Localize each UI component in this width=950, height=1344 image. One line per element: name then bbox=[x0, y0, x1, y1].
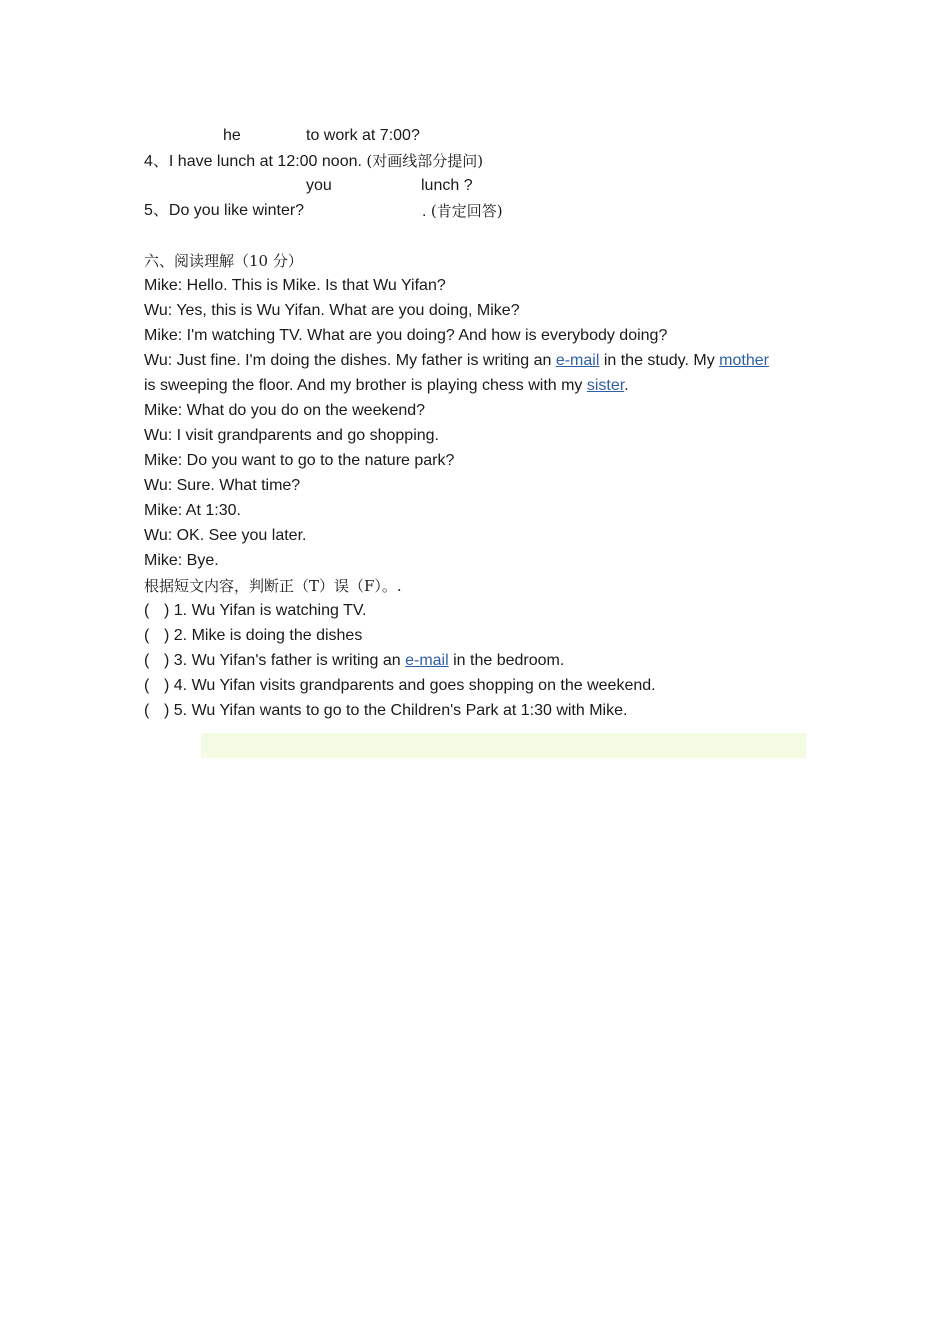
question-5-answer-tail bbox=[422, 200, 503, 223]
dialogue-line-9: Wu: Sure. What time? bbox=[144, 477, 301, 494]
dialogue-line-5-part-b: . bbox=[624, 377, 629, 394]
tf-item-3-part-a: 3. Wu Yifan's father is writing an bbox=[173, 652, 406, 669]
section-6-title: 六、阅读理解（10 分） bbox=[144, 252, 303, 270]
answer-paren-open: ( bbox=[144, 602, 150, 619]
answer-paren-close: ) bbox=[164, 677, 170, 694]
tf-item-3-part-b: in the bedroom. bbox=[448, 652, 565, 669]
q3-answer-word-to: to work at 7:00? bbox=[306, 127, 420, 144]
question-5-period: . bbox=[422, 203, 427, 220]
answer-paren-close: ) bbox=[164, 602, 170, 619]
highlight-bar bbox=[201, 733, 806, 758]
question-5-prompt: 5、Do you like winter? bbox=[144, 202, 305, 219]
dialogue-line-5 bbox=[144, 375, 629, 397]
answer-paren-close: ) bbox=[164, 627, 170, 644]
tf-item-4 bbox=[144, 675, 656, 697]
dialogue-line-5-part-a: is sweeping the floor. And my brother is playing chess with my bbox=[144, 377, 587, 394]
answer-paren-open: ( bbox=[144, 652, 150, 669]
question-4 bbox=[144, 150, 483, 173]
email-link[interactable]: e-mail bbox=[405, 652, 449, 669]
dialogue-line-4-part-b: in the study. My bbox=[599, 352, 720, 369]
dialogue-line-4-part-a: Wu: Just fine. I'm doing the dishes. My father is writing an bbox=[144, 352, 556, 369]
tf-item-2 bbox=[144, 625, 362, 647]
mother-link[interactable]: mother bbox=[719, 352, 769, 369]
true-false-instruction: 根据短文内容，判断正（T）误（F）。. bbox=[144, 577, 402, 595]
dialogue-line-3: Mike: I'm watching TV. What are you doing? And how is everybody doing? bbox=[144, 327, 668, 344]
tf-item-3 bbox=[144, 650, 564, 672]
question-4-prompt: 4、I have lunch at 12:00 noon. bbox=[144, 153, 362, 170]
tf-item-2-text: 2. Mike is doing the dishes bbox=[173, 627, 363, 644]
q4-answer-word-lunch: lunch ? bbox=[421, 177, 473, 194]
question-5-instruction: (肯定回答) bbox=[430, 202, 503, 220]
answer-paren-close: ) bbox=[164, 652, 170, 669]
email-link[interactable]: e-mail bbox=[555, 352, 600, 369]
dialogue-line-1: Mike: Hello. This is Mike. Is that Wu Yifan? bbox=[144, 277, 446, 294]
tf-item-5-text: 5. Wu Yifan wants to go to the Children's Park at 1:30 with Mike. bbox=[173, 702, 628, 719]
q3-answer-word-he: he bbox=[223, 127, 241, 144]
answer-paren-close: ) bbox=[164, 702, 170, 719]
tf-item-4-text: 4. Wu Yifan visits grandparents and goes shopping on the weekend. bbox=[173, 677, 656, 694]
dialogue-line-11: Wu: OK. See you later. bbox=[144, 527, 307, 544]
tf-item-1 bbox=[144, 600, 366, 622]
answer-paren-open: ( bbox=[144, 677, 150, 694]
dialogue-line-12: Mike: Bye. bbox=[144, 552, 219, 569]
answer-paren-open: ( bbox=[144, 702, 150, 719]
dialogue-line-8: Mike: Do you want to go to the nature park? bbox=[144, 452, 455, 469]
question-4-instruction: (对画线部分提问) bbox=[366, 152, 484, 170]
dialogue-line-4 bbox=[144, 350, 769, 372]
answer-paren-open: ( bbox=[144, 627, 150, 644]
dialogue-line-2: Wu: Yes, this is Wu Yifan. What are you doing, Mike? bbox=[144, 302, 520, 319]
dialogue-line-10: Mike: At 1:30. bbox=[144, 502, 241, 519]
q4-answer-word-you: you bbox=[306, 177, 332, 194]
dialogue-line-6: Mike: What do you do on the weekend? bbox=[144, 402, 426, 419]
tf-item-5 bbox=[144, 700, 627, 722]
sister-link[interactable]: sister bbox=[586, 377, 625, 394]
dialogue-line-7: Wu: I visit grandparents and go shopping. bbox=[144, 427, 439, 444]
tf-item-1-text: 1. Wu Yifan is watching TV. bbox=[173, 602, 367, 619]
